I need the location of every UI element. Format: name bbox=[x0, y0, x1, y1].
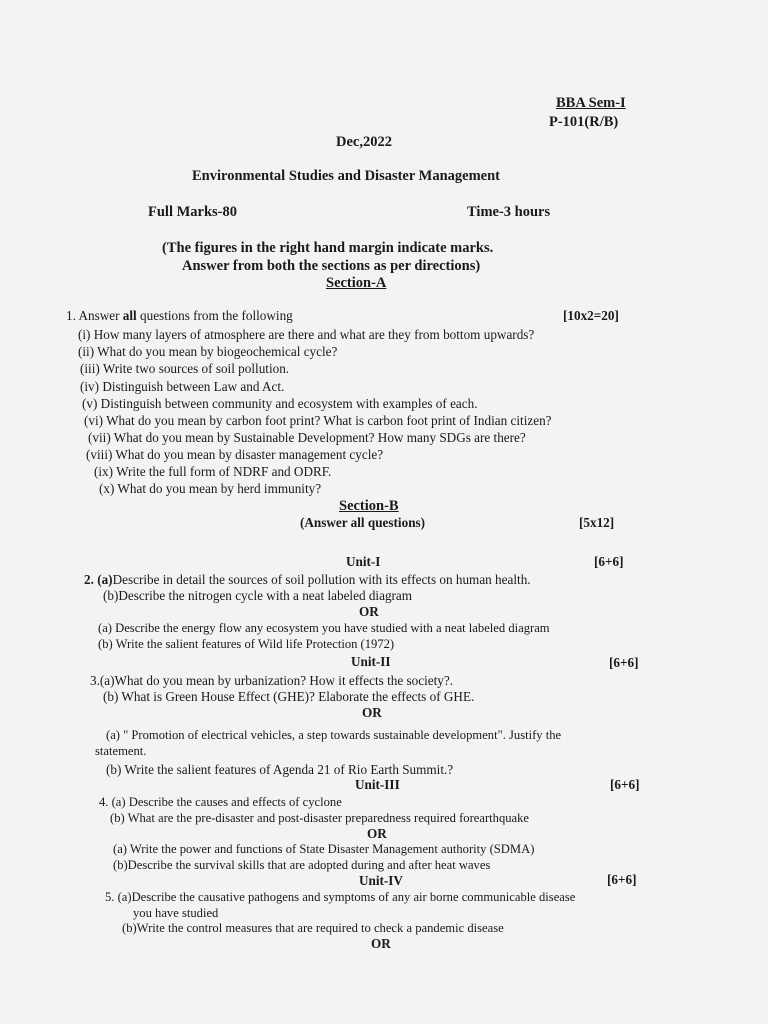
question-2-alt-b: (b) Write the salient features of Wild life Protection (1972) bbox=[98, 637, 395, 651]
question-2a: 2. (a)Describe in detail the sources of soil pollution with its effects on human health. bbox=[84, 572, 531, 587]
subject-title: Environmental Studies and Disaster Management bbox=[192, 168, 501, 184]
question-4b: (b) What are the pre-disaster and post-disaster preparedness required forearthquake bbox=[110, 811, 530, 825]
question-3-alt-b: (b) Write the salient features of Agenda 21 of Rio Earth Summit.? bbox=[106, 762, 454, 777]
course-label: BBA Sem-I bbox=[556, 95, 626, 111]
question-3b: (b) What is Green House Effect (GHE)? Elaborate the effects of GHE. bbox=[103, 689, 475, 704]
question-4-alt-b: (b)Describe the survival skills that are adopted during and after heat waves bbox=[113, 858, 491, 872]
question-5b: (b)Write the control measures that are required to check a pandemic disease bbox=[122, 921, 504, 935]
question-1-item: (x) What do you mean by herd immunity? bbox=[99, 481, 322, 496]
question-1-item: (ii) What do you mean by biogeochemical cycle? bbox=[78, 344, 338, 359]
paper-code: P-101(R/B) bbox=[549, 114, 619, 130]
question-1-item: (iii) Write two sources of soil pollution. bbox=[80, 361, 290, 376]
question-1-item: (ix) Write the full form of NDRF and ODRF. bbox=[94, 464, 332, 479]
instruction-line-1: (The figures in the right hand margin indicate marks. bbox=[162, 240, 494, 256]
full-marks: Full Marks-80 bbox=[148, 204, 238, 220]
unit-1-marks: [6+6] bbox=[594, 554, 624, 569]
question-1-item: (viii) What do you mean by disaster management cycle? bbox=[86, 447, 384, 462]
question-3-alt-a-cont: statement. bbox=[95, 744, 147, 758]
question-1-text: 1. Answer all questions from the following bbox=[66, 308, 293, 323]
time-allowed: Time-3 hours bbox=[467, 204, 551, 220]
question-1-item: (vi) What do you mean by carbon foot print? What is carbon foot print of Indian citizen? bbox=[84, 413, 552, 428]
question-1-number: 1. bbox=[66, 308, 76, 323]
section-a-title: Section-A bbox=[326, 275, 387, 291]
question-2-alt-a: (a) Describe the energy flow any ecosystem you have studied with a neat labeled diagram bbox=[98, 621, 550, 635]
question-3a: 3.(a)What do you mean by urbanization? How it effects the society?. bbox=[90, 673, 454, 688]
unit-2-marks: [6+6] bbox=[609, 655, 639, 670]
section-b-instruction: (Answer all questions) bbox=[300, 515, 426, 530]
question-1-item: (vii) What do you mean by Sustainable Development? How many SDGs are there? bbox=[88, 430, 526, 445]
exam-date: Dec,2022 bbox=[336, 134, 392, 150]
or-label: OR bbox=[362, 705, 382, 720]
question-4a: 4. (a) Describe the causes and effects of cyclone bbox=[99, 795, 342, 809]
or-label: OR bbox=[367, 826, 387, 841]
question-3-alt-a: (a) " Promotion of electrical vehicles, a step towards sustainable development". Justify the bbox=[106, 728, 562, 742]
unit-3-title: Unit-III bbox=[355, 777, 400, 792]
section-b-title: Section-B bbox=[339, 498, 399, 514]
unit-1-title: Unit-I bbox=[346, 554, 381, 569]
question-1-item: (i) How many layers of atmosphere are there and what are they from bottom upwards? bbox=[78, 327, 535, 342]
section-b-marks: [5x12] bbox=[579, 515, 615, 530]
unit-2-title: Unit-II bbox=[351, 654, 391, 669]
question-5a: 5. (a)Describe the causative pathogens and symptoms of any air borne communicable disease bbox=[105, 890, 576, 904]
or-label: OR bbox=[359, 604, 379, 619]
question-1-marks: [10x2=20] bbox=[563, 308, 619, 323]
unit-4-marks: [6+6] bbox=[607, 872, 637, 887]
unit-4-title: Unit-IV bbox=[359, 873, 403, 888]
question-2b: (b)Describe the nitrogen cycle with a neat labeled diagram bbox=[103, 588, 413, 603]
question-5a-cont: you have studied bbox=[133, 906, 219, 920]
question-1-item: (iv) Distinguish between Law and Act. bbox=[80, 379, 285, 394]
question-1-item: (v) Distinguish between community and ecosystem with examples of each. bbox=[82, 396, 478, 411]
instruction-line-2: Answer from both the sections as per directions) bbox=[182, 258, 481, 274]
unit-3-marks: [6+6] bbox=[610, 777, 640, 792]
or-label: OR bbox=[371, 936, 391, 951]
question-4-alt-a: (a) Write the power and functions of State Disaster Management authority (SDMA) bbox=[113, 842, 535, 856]
